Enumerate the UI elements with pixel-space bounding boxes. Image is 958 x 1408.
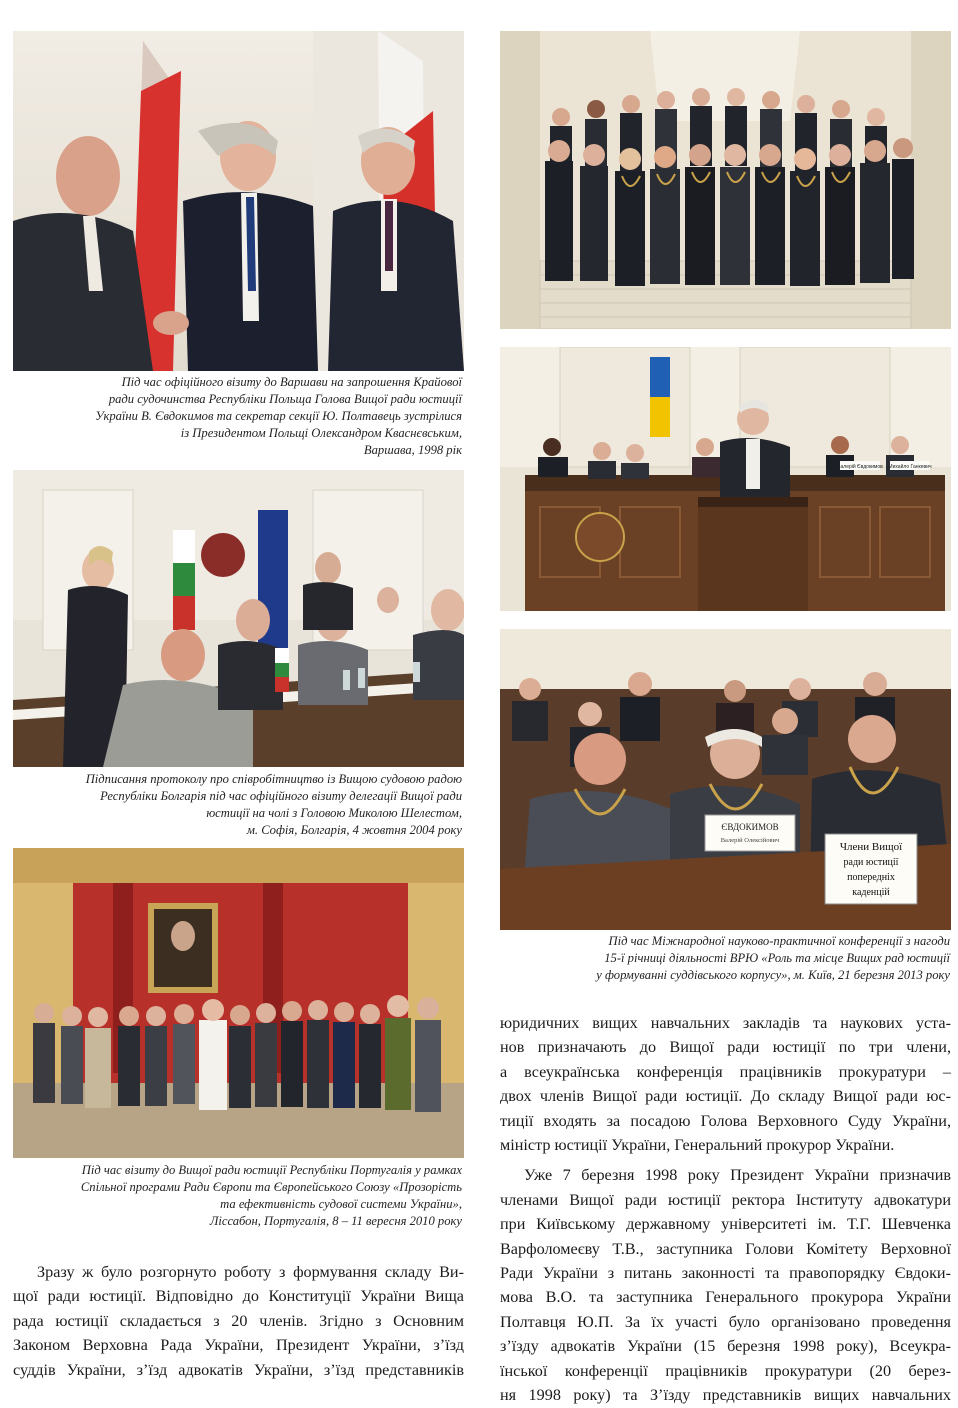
sign-line-4: каденцій xyxy=(852,887,890,898)
text-line: рада юстиції складається з 20 членів. Згідно з Основним xyxy=(13,1311,464,1330)
body-text-left xyxy=(13,1260,464,1382)
text-line: Зразу ж було розгорнуто роботу з формування складу Ви- xyxy=(37,1263,464,1281)
caption-line: 15-ї річниці діяльності ВРЮ «Роль та місце Вищих рад юстиції xyxy=(604,951,950,965)
sign-line-1: Члени Вищої xyxy=(839,841,903,853)
text-line: ня 1998 року) та З’їзду представників вищих навчальних xyxy=(500,1386,951,1405)
caption-line: м. Софія, Болгарія, 4 жовтня 2004 року xyxy=(246,823,462,837)
caption-line: Республіки Болгарія під час офіційного візиту делегації Вищої ради xyxy=(100,789,462,803)
paragraph xyxy=(500,1163,951,1407)
caption-line: із Президентом Польщі Олександром Кваснєвським, xyxy=(180,426,462,440)
text-line: юридичних вищих навчальних закладів та наукових уста- xyxy=(500,1014,951,1032)
caption-line: Варшава, 1998 рік xyxy=(363,443,462,457)
text-line: Полтавця Ю.П. За їх участі було організовано проведення xyxy=(500,1312,951,1331)
nameplate-2: Михайло Ганкевич xyxy=(888,464,932,470)
text-line: щої ради юстиції. Відповідно до Конституції України Вища xyxy=(13,1287,464,1306)
caption-conference xyxy=(490,933,950,984)
paragraph xyxy=(500,1011,951,1157)
caption-line: Під час Міжнародної науково-практичної конференції з нагоди xyxy=(608,934,950,948)
caption-line: України В. Євдокимов та секретар секції Ю. Полтавець зустрілися xyxy=(95,409,462,423)
text-line: суддів України, з’їзд адвокатів України, з’їзд представників xyxy=(13,1360,464,1379)
text-line: міністр юстиції України, Генеральний прокурор України. xyxy=(500,1136,895,1155)
caption-line: Під час офіційного візиту до Варшави на запрошення Крайової xyxy=(121,375,462,389)
text-line: мова В.О. та заступника Генерального прокурора України xyxy=(500,1288,951,1307)
caption-line: та ефективність судової системи України», xyxy=(220,1197,462,1211)
text-line: Уже 7 березня 1998 року Президент України призначив xyxy=(524,1166,951,1185)
text-line: Варфоломеєву Т.В., заступника Голови Комітету Верховної xyxy=(500,1239,951,1258)
photo-lisbon-visit xyxy=(13,848,464,1158)
caption-warsaw xyxy=(2,374,462,459)
photo-sofia-signing xyxy=(13,470,464,767)
sign-line-2: ради юстиції xyxy=(843,857,899,868)
nameplate-name: ЄВДОКИМОВ xyxy=(721,822,779,832)
photo-podium-speech xyxy=(500,347,951,611)
text-line: Ради України з питань законності та правопорядку Євдоки- xyxy=(500,1264,951,1283)
caption-line: Підписання протоколу про співробітництво із Вищою судовою радою xyxy=(85,772,462,786)
photo-warsaw-meeting xyxy=(13,31,464,371)
text-line: при Київському державному університеті ім. Т.Г. Шевченка xyxy=(500,1215,951,1234)
nameplate-1: Валерій Євдокимов xyxy=(837,464,883,470)
body-text-right xyxy=(500,1011,951,1408)
caption-sofia xyxy=(2,771,462,839)
caption-line: Ліссабон, Португалія, 8 – 11 вересня 2010 року xyxy=(209,1214,462,1228)
text-line: з’їзду адвокатів України (15 березня 1998 року), Всеукра- xyxy=(500,1337,951,1356)
text-line: тиції входять за посадою Голова Верховного Суду України, xyxy=(500,1111,951,1130)
text-line: Законом Верховна Рада України, Президент України, з’їзд xyxy=(13,1336,464,1355)
nameplate-subtitle: Валерій Олексійович xyxy=(720,837,780,844)
sign-line-3: попередніх xyxy=(847,872,895,883)
text-line: а всеукраїнська конференція працівників прокуратури – xyxy=(500,1062,951,1081)
text-line: їнської конференції працівників прокуратури (20 берез- xyxy=(500,1361,951,1380)
caption-line: ради судочинства Республіки Польща Голова Вищої ради юстиції xyxy=(108,392,462,406)
caption-lisbon xyxy=(2,1162,462,1230)
caption-line: юстиції на чолі з Головою Миколою Шелестом, xyxy=(206,806,462,820)
text-line: двох членів Вищої ради юстиції. До складу Вищої ради юс- xyxy=(500,1087,951,1106)
paragraph xyxy=(13,1260,464,1382)
text-line: членами Вищої ради юстиції ректора Інституту адвокатури xyxy=(500,1190,951,1209)
caption-line: Під час візиту до Вищої ради юстиції Республіки Португалія у рамках xyxy=(81,1163,462,1177)
photo-conference-kyiv xyxy=(500,629,951,930)
caption-line: у формуванні суддівського корпусу», м. Київ, 21 березня 2013 року xyxy=(596,968,950,982)
caption-line: Спільної програми Ради Європи та Європейського Союзу «Прозорість xyxy=(80,1180,462,1194)
text-line: нов призначають до Вищої ради юстиції по три члени, xyxy=(500,1038,951,1057)
photo-group-stairs xyxy=(500,31,951,329)
